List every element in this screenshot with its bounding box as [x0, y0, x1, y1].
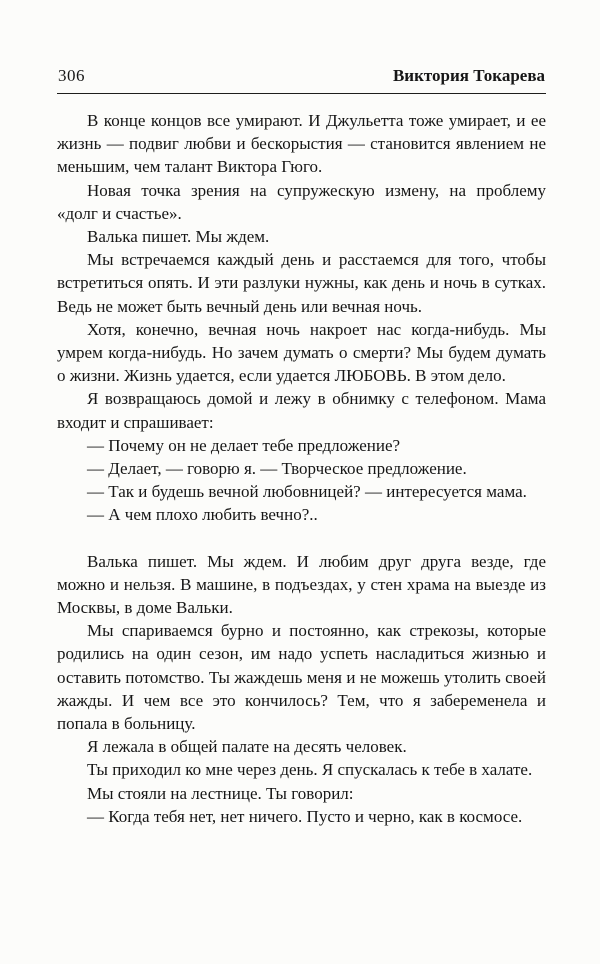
running-title-author: Виктория Токарева [392, 66, 545, 85]
paragraph: В конце концов все умирают. И Джульетта тоже умирает, и ее жизнь — подвиг любви и бескорыстия — становится явлением не меньшим, чем талант Виктора Гюго. [57, 111, 546, 177]
paragraph: Я лежала в общей палате на десять человек. [87, 737, 407, 757]
paragraph: Ты приходил ко мне через день. Я спускалась к тебе в халате. [87, 760, 533, 780]
paragraph: Я возвращаюсь домой и лежу в обнимку с телефоном. Мама входит и спрашивает: [57, 389, 546, 432]
paragraph: Мы встречаемся каждый день и расстаемся для того, чтобы встретиться опять. И эти разлуки нужны, как день и ночь в сутках. Ведь не может быть вечный день или вечная ночь. [57, 250, 546, 316]
dialogue-line: — А чем плохо любить вечно?.. [87, 505, 318, 525]
paragraph: Хотя, конечно, вечная ночь накроет нас когда-нибудь. Мы умрем когда-нибудь. Но зачем думать о смерти? Мы будем думать о жизни. Жизнь удается, если удается ЛЮБОВЬ. В этом дело. [57, 319, 546, 386]
paragraph: Мы спариваемся бурно и постоянно, как стрекозы, которые родились на один сезон, им надо успеть насладиться жизнью и оставить потомство. Ты жаждешь меня и не можешь утолить своей жажды. И чем все это кончилось? Тем, что я забеременела и попала в больницу. [57, 621, 546, 734]
paragraph: Новая точка зрения на супружескую измену, на проблему «долг и счастье». [57, 180, 546, 223]
paragraph: Валька пишет. Мы ждем. [87, 227, 270, 247]
paragraph: Мы стояли на лестнице. Ты говорил: [87, 783, 354, 803]
page-body [57, 109, 546, 828]
page-number: 306 [58, 66, 85, 85]
dialogue-line: — Когда тебя нет, нет ничего. Пусто и черно, как в космосе. [87, 806, 523, 826]
page-header [57, 66, 546, 93]
dialogue-line: — Так и будешь вечной любовницей? — интересуется мама. [87, 482, 527, 502]
dialogue-line: — Делает, — говорю я. — Творческое предложение. [87, 459, 467, 479]
dialogue-line: — Почему он не делает тебе предложение? [87, 435, 401, 455]
paragraph: Валька пишет. Мы ждем. И любим друг друга везде, где можно и нельзя. В машине, в подъездах, у стен храма на выезде из Москвы, в доме Вальки. [57, 551, 546, 618]
header-rule [57, 93, 546, 94]
